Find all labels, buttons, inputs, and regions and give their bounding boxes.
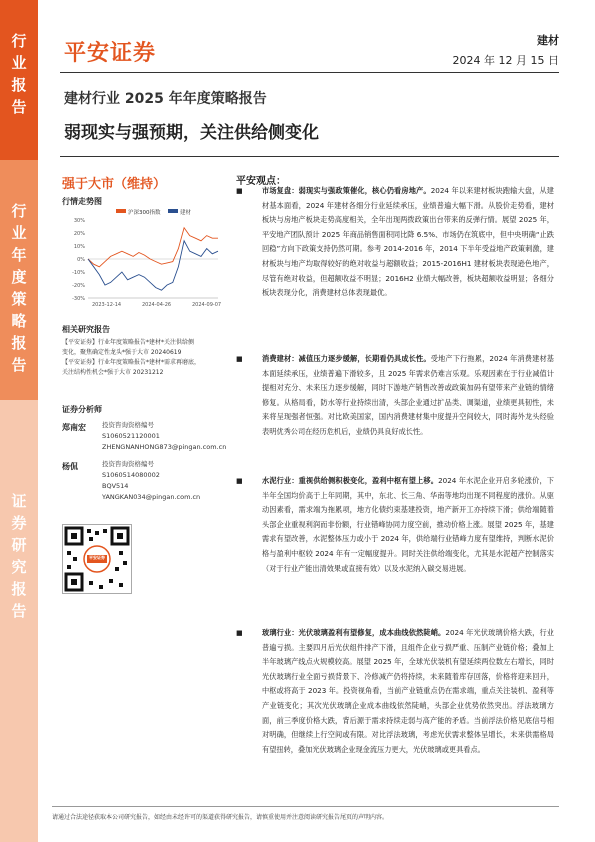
series-line [88,228,218,267]
company-logo: 平安证券 [64,41,157,66]
related-heading: 相关研究报告 [62,325,110,334]
sidebar-char: 策 [11,290,27,308]
sidebar-char: 究 [11,558,27,576]
y-tick-label: 0% [77,257,85,263]
sidebar-char: 告 [11,98,27,116]
bullet-icon: ■ [236,477,243,485]
related-report-line[interactable]: 【平安证券】行业年度策略报告*建材*需求再磨底， [62,359,201,366]
legend-label: 建材 [180,210,192,216]
analyst-name: 杨侃 [62,462,78,471]
main-title: 弱现实与强预期，关注供给侧变化 [64,123,319,143]
chart-legend [116,208,192,216]
x-tick-label: 2024-04-26 [142,302,172,308]
analyst-email[interactable]: ZHENGNANHONG873@pingan.com.cn [102,443,227,451]
paragraph-lead: 市场复盘：弱现实与强政策催化，核心仍看房地产。 [262,186,431,195]
sidebar-section-annual [0,160,38,400]
paragraph-market-review [236,184,554,301]
paragraph-text [262,352,554,440]
title-divider [60,156,559,157]
analyst-info-line: S1060514080002 [102,471,160,479]
paragraph-lead: 玻璃行业：光伏玻璃盈利有望修复，成本曲线依然陡峭。 [262,628,446,637]
sidebar-char: 度 [11,268,27,286]
analyst-info [102,459,200,503]
sidebar-char: 报 [11,76,27,94]
paragraph-lead: 水泥行业：重视供给侧积极变化，盈利中枢有望上移。 [262,476,439,485]
analyst-email[interactable]: YANGKAN034@pingan.com.cn [102,493,201,501]
y-axis [72,218,218,302]
analyst-heading: 证券分析师 [62,405,102,414]
related-report-line: 变化，聚焦确定性龙头*强于大市 20240619 [62,349,182,356]
qr-logo-text: 平安证券 [89,555,105,560]
sidebar-char: 券 [11,514,27,532]
sidebar-char: 研 [11,536,27,554]
sidebar-char: 业 [11,54,27,72]
sidebar-char: 告 [11,602,27,620]
x-axis [88,298,221,308]
paragraph-lead: 消费建材：减值压力逐步缓解，长期看仍具成长性。 [262,354,431,363]
paragraph-body: 受地产下行拖累，2024 年消费建材基本面延续承压，业绩普遍下滑较多，且 2025 年需求仍难言乐观。乐观因素在于行业减值计提相对充分、未来压力逐步缓解，同时下游地产销售改善或政策加码有望带来产业链的情绪修复。从格局看，防水等行业持续出清，头部企业通过扩品类、调渠道，业绩更具韧性，未来将呈现强者恒强。对比欧美国家，国内消费建材集中度提升空间较大，同时海外龙头经验表明优秀公司在经历危机后，业绩仍具良好成长性。 [262,354,554,436]
sidebar-char: 告 [11,356,27,374]
sidebar-char: 报 [11,334,27,352]
related-report-line: 关注结构性机会*强于大市 20231212 [62,369,164,376]
series-line [88,241,218,290]
qr-code[interactable] [62,524,132,594]
x-tick-label: 2024-09-07 [192,302,222,308]
paragraph-cement [236,474,554,576]
paragraph-body: 2024 年水泥企业开启多轮涨价，下半年全国均价高于上年同期，其中，东北、长三角、华南等地均出现不同程度的涨价。从驱动因素看，需求端为拖累项，地方化债约束基建投资，地产新开工亦持续下滑；供给端随着头部企业重视利润而非份额，行业错峰协同力度空前，推动价格上涨。展望 2025 年，基建需求有望改善，水泥整体压力或小于 2024 年，供给端行业错峰力度有望维持，判断水泥价格与盈利中枢较 2024 年有一定幅度提升。同时关注供给端变化，尤其是水泥超产控制落实（对于行业产能出清效果或直接有效）以及水泥纳入碳交易进展。 [262,476,554,573]
sidebar-char: 证 [11,492,27,510]
related-report-line[interactable]: 【平安证券】行业年度策略报告*建材*关注供给侧 [62,339,195,346]
sidebar [0,0,38,842]
analyst-info-line: BQV514 [102,482,129,490]
y-tick-label: 10% [73,244,85,250]
paragraph-text [262,184,554,301]
sidebar-char: 行 [11,202,27,220]
paragraph-body: 2024 年以来建材板块跑输大盘，从建材基本面看，2024 年建材各细分行业延续承压，业绩普遍大幅下滑。从股价走势看，建材板块与房地产板块走势高度相关，全年出现两拨政策出台带来的反弹行情。展望 2025 年，平安地产团队预计 2025 年商品销售面积同比降 6.5%、市场仍在筑底中，但中央明确“止跌回稳”方向下政策支持仍然可期。参考 2014-2016 年，2014 下半年受益地产政策刺激，建材板块与地产均取得较好的绝对收益与超额收益；2015-2016H1 建材板块表现逊色地产，尽管有绝对收益，但超额收益不明显；2016H2 业绩大幅改善，板块超额收益明显；各细分板块表现分化，消费建材总体表现最优。 [262,186,554,298]
analyst-info-line: 投资咨询资格编号 [102,421,154,429]
footer-disclaimer: 请通过合法途径获取本公司研究报告，如经由未经许可的渠道获得研究报告，请慎重使用并注意阅读研究报告尾页的声明内容。 [52,814,389,821]
bullet-icon: ■ [236,355,243,363]
sidebar-char: 报 [11,580,27,598]
paragraph-body: 2024 年光伏玻璃价格大跌，行业普遍亏损。主要四月后光伏组件排产下滑，且组件企业亏损严重、压制产业链价格；叠加上半年玻璃产线点火规模较高。展望 2025 年，全球光伏装机有望延续两位数左右增长，同时光伏玻璃行业全面亏损背景下、冷修减产仍将持续，未来随着库存回落，价格将迎来回升，中枢或将高于 2023 年。投资视角看，当前产业链重点仍在需求端，重点关注装机、盈利等产业链变化；其次光伏玻璃企业成本曲线依然陡峭，头部企业优势依然突出。浮法玻璃方面，前三季度价格大跌，背后源于需求持续走弱与高产能的矛盾。当前浮法价格见底信号相对明确，但继续上行空间或有限。对比浮法玻璃，考虑光伏需求整体呈增长，未来供需格局有望扭转，叠加光伏玻璃企业现金流压力更大，光伏玻璃或更具看点。 [262,628,554,754]
industry-label: 建材 [537,34,559,47]
sidebar-char: 行 [11,32,27,50]
analyst-info-line: 投资咨询资格编号 [102,460,154,468]
footer-divider [52,806,559,807]
related-reports [62,338,200,378]
y-tick-label: -30% [72,296,85,302]
sidebar-section-research [0,400,38,842]
sidebar-char: 略 [11,312,27,330]
rating: 强于大市（维持） [62,177,167,192]
bullet-icon: ■ [236,629,243,637]
sidebar-char: 年 [11,246,27,264]
paragraph-text [262,626,554,757]
y-tick-label: -10% [72,270,85,276]
y-tick-label: 20% [73,231,85,237]
analyst-info [102,420,226,453]
x-tick-label: 2023-12-14 [92,302,122,308]
header-divider [60,72,559,73]
paragraph-consumer-building [236,352,554,440]
paragraph-text [262,474,554,576]
sidebar-section-report-type [0,0,38,160]
trend-chart [62,206,222,310]
paragraph-glass [236,626,554,757]
legend-label: 沪深300指数 [128,210,161,216]
report-title: 建材行业 2025 年年度策略报告 [64,91,267,107]
y-tick-label: -20% [72,283,85,289]
legend-swatch [116,209,126,213]
legend-swatch [168,209,178,213]
analyst-name: 郑南宏 [62,423,86,432]
observations-title: 平安观点： [236,176,286,187]
y-tick-label: 30% [73,218,85,224]
bullet-icon: ■ [236,187,243,195]
report-date: 2024 年 12 月 15 日 [452,54,559,67]
sidebar-char: 业 [11,224,27,242]
analyst-info-line: S1060521120001 [102,432,160,440]
trend-heading: 行情走势图 [62,197,102,206]
